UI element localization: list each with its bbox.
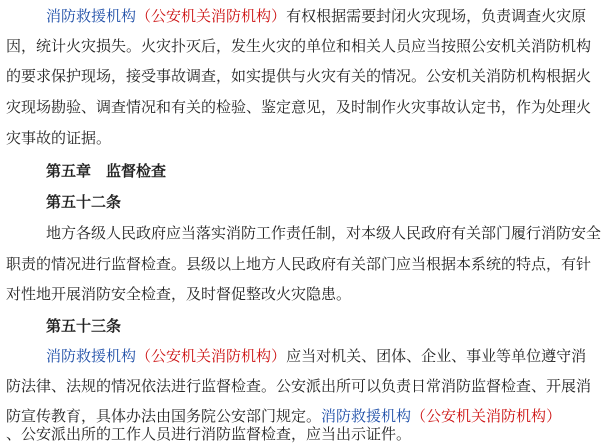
art53-line1: 消防救援机构（公安机关消防机构）应当对机关、团体、企业、事业等单位遵守消 (46, 347, 587, 365)
art52-line1: 地方各级人民政府应当落实消防工作责任制，对本级人民政府有关部门履行消防安全 (46, 224, 602, 242)
para1-line1: 消防救援机构（公安机关消防机构）有权根据需要封闭火灾现场，负责调查火灾原 (46, 7, 587, 25)
para1-line3: 的要求保护现场，接受事故调查，如实提供与火灾有关的情况。公安机关消防机构根据火 (6, 67, 592, 85)
org-link[interactable]: 消防救援机构 (46, 347, 137, 365)
art53-line2: 防法律、法规的情况依法进行监督检查。公安派出所可以负责日常消防监督检查、开展消 (6, 377, 592, 395)
org-link-red[interactable]: 公安机关消防机构 (151, 7, 272, 25)
org-link[interactable]: 消防救援机构 (46, 7, 137, 25)
chapter-heading: 第五章 监督检查 (46, 162, 167, 180)
art53-line3: 防宣传教育，具体办法由国务院公安部门规定。消防救援机构（公安机关消防机构） (6, 407, 562, 425)
art53-line4: 、公安派出所的工作人员进行消防监督检查，应当出示证件。 (6, 425, 412, 443)
article-53-title: 第五十三条 (46, 317, 122, 335)
org-link[interactable]: 消防救援机构 (321, 407, 412, 425)
para1-line5: 灾事故的证据。 (6, 129, 112, 147)
org-link-red[interactable]: 公安机关消防机构 (426, 407, 547, 425)
art52-line2: 职责的情况进行监督检查。县级以上地方人民政府有关部门应当根据本系统的特点，有针 (6, 255, 592, 273)
org-link-red[interactable]: 公安机关消防机构 (151, 347, 272, 365)
para1-line2: 因，统计火灾损失。火灾扑灭后，发生火灾的单位和相关人员应当按照公安机关消防机构 (6, 37, 592, 55)
art52-line3: 对性地开展消防安全检查，及时督促整改火灾隐患。 (6, 285, 352, 303)
article-52-title: 第五十二条 (46, 193, 122, 211)
para1-line4: 灾现场勘验、调查情况和有关的检验、鉴定意见，及时制作火灾事故认定书，作为处理火 (6, 98, 592, 116)
